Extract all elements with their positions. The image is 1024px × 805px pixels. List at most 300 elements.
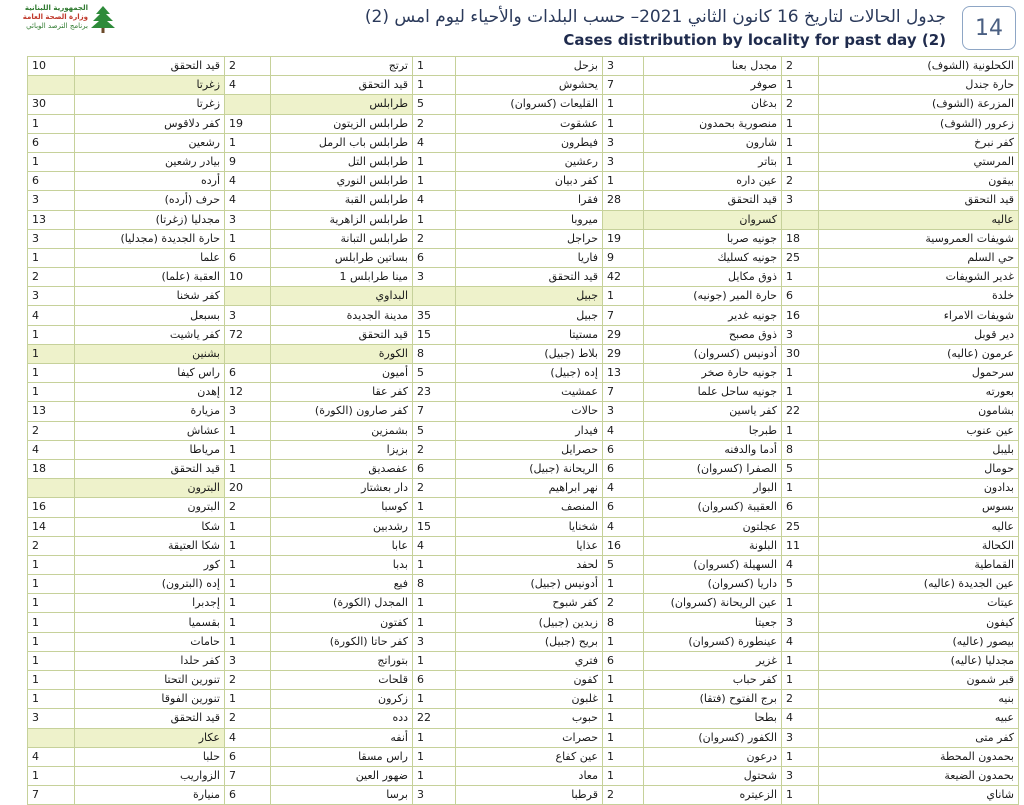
locality-name-cell: برسا: [271, 786, 413, 805]
locality-name-cell: دير قوبل: [819, 325, 1019, 344]
table-row: [28, 498, 1019, 517]
locality-name-cell: زغرتا: [75, 76, 225, 95]
case-count-cell: 4: [28, 306, 75, 325]
ministry-logo: [8, 4, 120, 34]
locality-name-cell: عاليه: [819, 517, 1019, 536]
case-count-cell: 42: [603, 268, 644, 287]
logo-line-1: الجمهورية اللبنانية: [24, 4, 88, 12]
locality-name-cell: حرف (أرده): [75, 191, 225, 210]
case-count-cell: 10: [225, 268, 271, 287]
locality-name-cell: عينطورة (كسروان): [644, 632, 782, 651]
case-count-cell: 3: [413, 632, 456, 651]
locality-name-cell: راس كيفا: [75, 364, 225, 383]
case-count-cell: 13: [603, 364, 644, 383]
case-count-cell: 1: [603, 114, 644, 133]
case-count-cell: 1: [413, 172, 456, 191]
table-row: [28, 555, 1019, 574]
locality-name-cell: دده: [271, 709, 413, 728]
table-row: [28, 536, 1019, 555]
locality-name-cell: دار بعشتار: [271, 479, 413, 498]
case-count-cell: 1: [225, 594, 271, 613]
case-count-cell: 1: [782, 594, 819, 613]
locality-name-cell: طرابلس القبة: [271, 191, 413, 210]
locality-name-cell: كفر شبوح: [456, 594, 603, 613]
case-count-cell: 7: [28, 786, 75, 805]
locality-name-cell: فيطرون: [456, 133, 603, 152]
locality-name-cell: جونيه ساحل علما: [644, 383, 782, 402]
table-row: [28, 383, 1019, 402]
case-count-cell: 1: [782, 268, 819, 287]
case-count-cell: 15: [413, 517, 456, 536]
case-count-cell: 8: [413, 575, 456, 594]
locality-name-cell: فقرا: [456, 191, 603, 210]
locality-name-cell: معاد: [456, 766, 603, 785]
case-count-cell: 16: [28, 498, 75, 517]
locality-name-cell: طرابلس النوري: [271, 172, 413, 191]
locality-name-cell: بيادر رشعين: [75, 152, 225, 171]
case-count-cell: 9: [603, 248, 644, 267]
locality-name-cell: بزيزا: [271, 440, 413, 459]
logo-line-2: وزارة الصحة العامة: [22, 13, 88, 21]
case-count-cell: 8: [603, 613, 644, 632]
case-count-cell: 4: [603, 421, 644, 440]
locality-name-cell: طرابلس: [271, 95, 413, 114]
case-count-cell: 1: [28, 690, 75, 709]
case-count-cell: 4: [782, 555, 819, 574]
case-count-cell: 8: [782, 440, 819, 459]
locality-name-cell: بشامون: [819, 402, 1019, 421]
table-row: [28, 287, 1019, 306]
case-count-cell: 5: [413, 421, 456, 440]
case-count-cell: 5: [782, 459, 819, 478]
case-count-cell: 1: [413, 152, 456, 171]
table-row: [28, 786, 1019, 805]
title-arabic: جدول الحالات لتاريخ 16 كانون الثاني 2021– حسب البلدات والأحياء ليوم امس (2): [364, 7, 946, 27]
case-count-cell: 4: [28, 440, 75, 459]
locality-name-cell: حالات: [456, 402, 603, 421]
locality-name-cell: مينا طرابلس 1: [271, 268, 413, 287]
case-count-cell: 4: [225, 76, 271, 95]
case-count-cell: 1: [28, 613, 75, 632]
locality-name-cell: عين كفاع: [456, 747, 603, 766]
locality-name-cell: كفر شخنا: [75, 287, 225, 306]
case-count-cell: 1: [782, 133, 819, 152]
table-row: [28, 632, 1019, 651]
locality-name-cell: البترون: [75, 498, 225, 517]
locality-name-cell: قلحات: [271, 671, 413, 690]
locality-name-cell: الكفور (كسروان): [644, 728, 782, 747]
locality-name-cell: مستيتا: [456, 325, 603, 344]
locality-name-cell: كيفون: [819, 613, 1019, 632]
case-count-cell: 7: [413, 402, 456, 421]
locality-name-cell: فيدار: [456, 421, 603, 440]
locality-name-cell: حارة الجديدة (مجدليا): [75, 229, 225, 248]
locality-name-cell: مرياطا: [75, 440, 225, 459]
locality-name-cell: الكورة: [271, 344, 413, 363]
locality-name-cell: حلبا: [75, 747, 225, 766]
locality-name-cell: أرده: [75, 172, 225, 191]
case-count-cell: 1: [603, 632, 644, 651]
locality-name-cell: بسبعل: [75, 306, 225, 325]
table-row: [28, 76, 1019, 95]
locality-name-cell: أنفه: [271, 728, 413, 747]
locality-name-cell: سرحمول: [819, 364, 1019, 383]
case-count-cell: 7: [603, 306, 644, 325]
case-count-cell: 1: [782, 152, 819, 171]
locality-name-cell: الزعيتره: [644, 786, 782, 805]
locality-name-cell: كفر دبيان: [456, 172, 603, 191]
table-row: [28, 613, 1019, 632]
table-row: [28, 248, 1019, 267]
table-row: [28, 709, 1019, 728]
locality-name-cell: فتري: [456, 651, 603, 670]
case-count-cell: 1: [603, 172, 644, 191]
case-count-cell: 2: [225, 671, 271, 690]
locality-name-cell: رعشين: [456, 152, 603, 171]
locality-name-cell: غزير: [644, 651, 782, 670]
locality-name-cell: رشدبين: [271, 517, 413, 536]
locality-name-cell: كفون: [456, 671, 603, 690]
case-count-cell: 2: [28, 421, 75, 440]
case-count-cell: 1: [225, 555, 271, 574]
case-count-cell: 1: [28, 651, 75, 670]
locality-name-cell: عين عنوب: [819, 421, 1019, 440]
locality-name-cell: داريا (كسروان): [644, 575, 782, 594]
case-count-cell: 29: [603, 344, 644, 363]
table-row: [28, 459, 1019, 478]
locality-name-cell: عين داره: [644, 172, 782, 191]
case-count-cell: 1: [28, 594, 75, 613]
locality-name-cell: زكرون: [271, 690, 413, 709]
locality-name-cell: علما: [75, 248, 225, 267]
case-count-cell: 1: [413, 76, 456, 95]
case-count-cell: 30: [782, 344, 819, 363]
locality-name-cell: زعرور (الشوف): [819, 114, 1019, 133]
table-row: [28, 594, 1019, 613]
locality-name-cell: بشنين: [75, 344, 225, 363]
case-count-cell: 1: [603, 287, 644, 306]
case-count-cell: 3: [782, 728, 819, 747]
locality-name-cell: عذايا: [456, 536, 603, 555]
case-count-cell: 4: [782, 632, 819, 651]
locality-name-cell: كفر نبرخ: [819, 133, 1019, 152]
ministry-logo-text: [8, 4, 88, 31]
locality-name-cell: قرطبا: [456, 786, 603, 805]
locality-name-cell: قيد التحقق: [75, 709, 225, 728]
locality-name-cell: زغرتا: [75, 95, 225, 114]
locality-name-cell: كفر حباب: [644, 671, 782, 690]
table-row: [28, 402, 1019, 421]
locality-name-cell: برج الفتوح (فتقا): [644, 690, 782, 709]
case-count-cell: [603, 210, 644, 229]
table-row: [28, 747, 1019, 766]
locality-name-cell: حومال: [819, 459, 1019, 478]
case-count-cell: 1: [782, 651, 819, 670]
locality-name-cell: صوفر: [644, 76, 782, 95]
case-count-cell: [225, 287, 271, 306]
locality-name-cell: بنيه: [819, 690, 1019, 709]
case-count-cell: 1: [28, 248, 75, 267]
locality-name-cell: بشمزين: [271, 421, 413, 440]
case-count-cell: 1: [413, 613, 456, 632]
table-row: [28, 440, 1019, 459]
locality-name-cell: الكحالة: [819, 536, 1019, 555]
case-count-cell: 20: [225, 479, 271, 498]
case-count-cell: 3: [782, 191, 819, 210]
case-count-cell: 1: [782, 747, 819, 766]
case-count-cell: 2: [225, 709, 271, 728]
table-row: [28, 671, 1019, 690]
locality-name-cell: عكار: [75, 728, 225, 747]
locality-name-cell: بساتين طرابلس: [271, 248, 413, 267]
table-row: [28, 728, 1019, 747]
case-count-cell: 1: [413, 498, 456, 517]
case-count-cell: 1: [413, 594, 456, 613]
case-count-cell: [413, 287, 456, 306]
case-count-cell: 3: [28, 709, 75, 728]
locality-name-cell: البداوي: [271, 287, 413, 306]
case-count-cell: 1: [603, 728, 644, 747]
locality-name-cell: بدغان: [644, 95, 782, 114]
locality-name-cell: بيصور (عاليه): [819, 632, 1019, 651]
cedar-icon: [88, 4, 118, 34]
table-row: [28, 479, 1019, 498]
locality-name-cell: عمشيت: [456, 383, 603, 402]
locality-name-cell: مجدليا (عاليه): [819, 651, 1019, 670]
case-count-cell: 3: [28, 229, 75, 248]
case-count-cell: 1: [225, 229, 271, 248]
case-count-cell: 30: [28, 95, 75, 114]
case-count-cell: 5: [782, 575, 819, 594]
case-count-cell: [225, 344, 271, 363]
locality-name-cell: ترتج: [271, 57, 413, 76]
page-number-badge: 14: [962, 6, 1016, 50]
locality-name-cell: مزيارة: [75, 402, 225, 421]
case-count-cell: 1: [28, 766, 75, 785]
title-english: Cases distribution by locality for past day (2): [563, 31, 946, 49]
case-count-cell: 1: [28, 344, 75, 363]
locality-name-cell: أدما والدفنه: [644, 440, 782, 459]
locality-name-cell: إجدبرا: [75, 594, 225, 613]
locality-name-cell: تنورين التحتا: [75, 671, 225, 690]
case-count-cell: 4: [413, 191, 456, 210]
cases-table: [27, 56, 1019, 805]
table-row: [28, 517, 1019, 536]
case-count-cell: 1: [782, 479, 819, 498]
case-count-cell: 3: [782, 766, 819, 785]
case-count-cell: 4: [28, 747, 75, 766]
case-count-cell: 3: [782, 325, 819, 344]
case-count-cell: 19: [225, 114, 271, 133]
locality-name-cell: قيد التحقق: [819, 191, 1019, 210]
case-count-cell: 10: [28, 57, 75, 76]
case-count-cell: 72: [225, 325, 271, 344]
locality-name-cell: طبرجا: [644, 421, 782, 440]
case-count-cell: 7: [603, 76, 644, 95]
locality-name-cell: بتاتر: [644, 152, 782, 171]
locality-name-cell: كفر حلدا: [75, 651, 225, 670]
locality-name-cell: ذوق مصبح: [644, 325, 782, 344]
case-count-cell: 1: [782, 364, 819, 383]
locality-name-cell: ضهور العين: [271, 766, 413, 785]
case-count-cell: 12: [225, 383, 271, 402]
case-count-cell: 1: [225, 421, 271, 440]
locality-name-cell: شارون: [644, 133, 782, 152]
locality-name-cell: كور: [75, 555, 225, 574]
case-count-cell: 2: [413, 440, 456, 459]
case-count-cell: 8: [413, 344, 456, 363]
case-count-cell: [28, 76, 75, 95]
locality-name-cell: عجلتون: [644, 517, 782, 536]
case-count-cell: 23: [413, 383, 456, 402]
locality-name-cell: أدونيس (كسروان): [644, 344, 782, 363]
case-count-cell: 1: [28, 555, 75, 574]
locality-name-cell: القماطية: [819, 555, 1019, 574]
locality-name-cell: حارة المير (جونيه): [644, 287, 782, 306]
locality-name-cell: العقبة (علما): [75, 268, 225, 287]
table-row: [28, 364, 1019, 383]
case-count-cell: 1: [603, 690, 644, 709]
locality-name-cell: أدونيس (جبيل): [456, 575, 603, 594]
case-count-cell: 25: [782, 517, 819, 536]
case-count-cell: 11: [782, 536, 819, 555]
case-count-cell: 1: [782, 76, 819, 95]
case-count-cell: 1: [603, 766, 644, 785]
locality-name-cell: كفتون: [271, 613, 413, 632]
locality-name-cell: قيد التحقق: [271, 76, 413, 95]
case-count-cell: 6: [603, 459, 644, 478]
table-row: [28, 344, 1019, 363]
case-count-cell: 3: [28, 287, 75, 306]
locality-name-cell: لحفد: [456, 555, 603, 574]
locality-name-cell: كوسبا: [271, 498, 413, 517]
case-count-cell: 1: [782, 421, 819, 440]
locality-name-cell: قبر شمون: [819, 671, 1019, 690]
case-count-cell: 1: [28, 152, 75, 171]
case-count-cell: 3: [225, 651, 271, 670]
locality-name-cell: جعيتا: [644, 613, 782, 632]
table-row: [28, 210, 1019, 229]
case-count-cell: 1: [413, 57, 456, 76]
case-count-cell: 2: [782, 690, 819, 709]
case-count-cell: 22: [782, 402, 819, 421]
locality-name-cell: شخنايا: [456, 517, 603, 536]
case-count-cell: 1: [413, 747, 456, 766]
table-row: [28, 325, 1019, 344]
case-count-cell: 1: [28, 632, 75, 651]
locality-name-cell: بطحا: [644, 709, 782, 728]
locality-name-cell: شاناي: [819, 786, 1019, 805]
case-count-cell: 3: [413, 786, 456, 805]
locality-name-cell: عفصديق: [271, 459, 413, 478]
table-row: [28, 766, 1019, 785]
locality-name-cell: غلبون: [456, 690, 603, 709]
locality-name-cell: عاليه: [819, 210, 1019, 229]
locality-name-cell: جبيل: [456, 306, 603, 325]
case-count-cell: 4: [603, 479, 644, 498]
locality-name-cell: القليعات (كسروان): [456, 95, 603, 114]
locality-name-cell: مدينة الجديدة: [271, 306, 413, 325]
locality-name-cell: المنصف: [456, 498, 603, 517]
locality-name-cell: شويفات الامراء: [819, 306, 1019, 325]
locality-name-cell: شويفات العمروسية: [819, 229, 1019, 248]
case-count-cell: 28: [603, 191, 644, 210]
case-count-cell: 2: [28, 268, 75, 287]
locality-name-cell: السهيلة (كسروان): [644, 555, 782, 574]
locality-name-cell: كفر دلاقوس: [75, 114, 225, 133]
locality-name-cell: راس مسقا: [271, 747, 413, 766]
case-count-cell: 6: [782, 287, 819, 306]
locality-name-cell: قيد التحقق: [644, 191, 782, 210]
case-count-cell: 1: [603, 575, 644, 594]
case-count-cell: 6: [28, 133, 75, 152]
locality-name-cell: قيد التحقق: [75, 57, 225, 76]
locality-name-cell: كفر حاتا (الكورة): [271, 632, 413, 651]
case-count-cell: 3: [603, 152, 644, 171]
case-count-cell: 6: [413, 671, 456, 690]
case-count-cell: 22: [413, 709, 456, 728]
case-count-cell: 6: [413, 248, 456, 267]
case-count-cell: 25: [782, 248, 819, 267]
locality-name-cell: درعون: [644, 747, 782, 766]
table-row: [28, 268, 1019, 287]
case-count-cell: 1: [28, 383, 75, 402]
case-count-cell: 1: [413, 690, 456, 709]
case-count-cell: 1: [413, 210, 456, 229]
case-count-cell: 6: [603, 498, 644, 517]
case-count-cell: 3: [603, 57, 644, 76]
case-count-cell: 1: [28, 325, 75, 344]
locality-name-cell: البوار: [644, 479, 782, 498]
case-count-cell: 1: [413, 728, 456, 747]
locality-name-cell: الريحانة (جبيل): [456, 459, 603, 478]
case-count-cell: 1: [413, 555, 456, 574]
case-count-cell: 1: [28, 671, 75, 690]
case-count-cell: 4: [413, 536, 456, 555]
case-count-cell: 5: [603, 555, 644, 574]
locality-name-cell: المرستي: [819, 152, 1019, 171]
locality-name-cell: عين الجديدة (عاليه): [819, 575, 1019, 594]
case-count-cell: 1: [225, 632, 271, 651]
table-row: [28, 133, 1019, 152]
locality-name-cell: جونيه حارة صخر: [644, 364, 782, 383]
table-row: [28, 229, 1019, 248]
case-count-cell: 1: [28, 575, 75, 594]
case-count-cell: 7: [225, 766, 271, 785]
case-count-cell: [28, 479, 75, 498]
case-count-cell: 13: [28, 402, 75, 421]
case-count-cell: 3: [782, 613, 819, 632]
locality-name-cell: قيد التحقق: [271, 325, 413, 344]
case-count-cell: 2: [782, 95, 819, 114]
case-count-cell: 4: [603, 517, 644, 536]
locality-name-cell: كفر متى: [819, 728, 1019, 747]
table-row: [28, 95, 1019, 114]
locality-name-cell: مجدليا (زغرتا): [75, 210, 225, 229]
logo-line-3: برنامج الترصد الوبائي: [26, 22, 88, 30]
locality-name-cell: بسوس: [819, 498, 1019, 517]
case-count-cell: 1: [225, 690, 271, 709]
locality-name-cell: تنورين الفوقا: [75, 690, 225, 709]
locality-name-cell: البترون: [75, 479, 225, 498]
case-count-cell: 5: [413, 95, 456, 114]
locality-name-cell: عابا: [271, 536, 413, 555]
locality-name-cell: زبدين (جبيل): [456, 613, 603, 632]
case-count-cell: 35: [413, 306, 456, 325]
case-count-cell: 2: [413, 229, 456, 248]
locality-name-cell: أميون: [271, 364, 413, 383]
case-count-cell: 6: [225, 747, 271, 766]
